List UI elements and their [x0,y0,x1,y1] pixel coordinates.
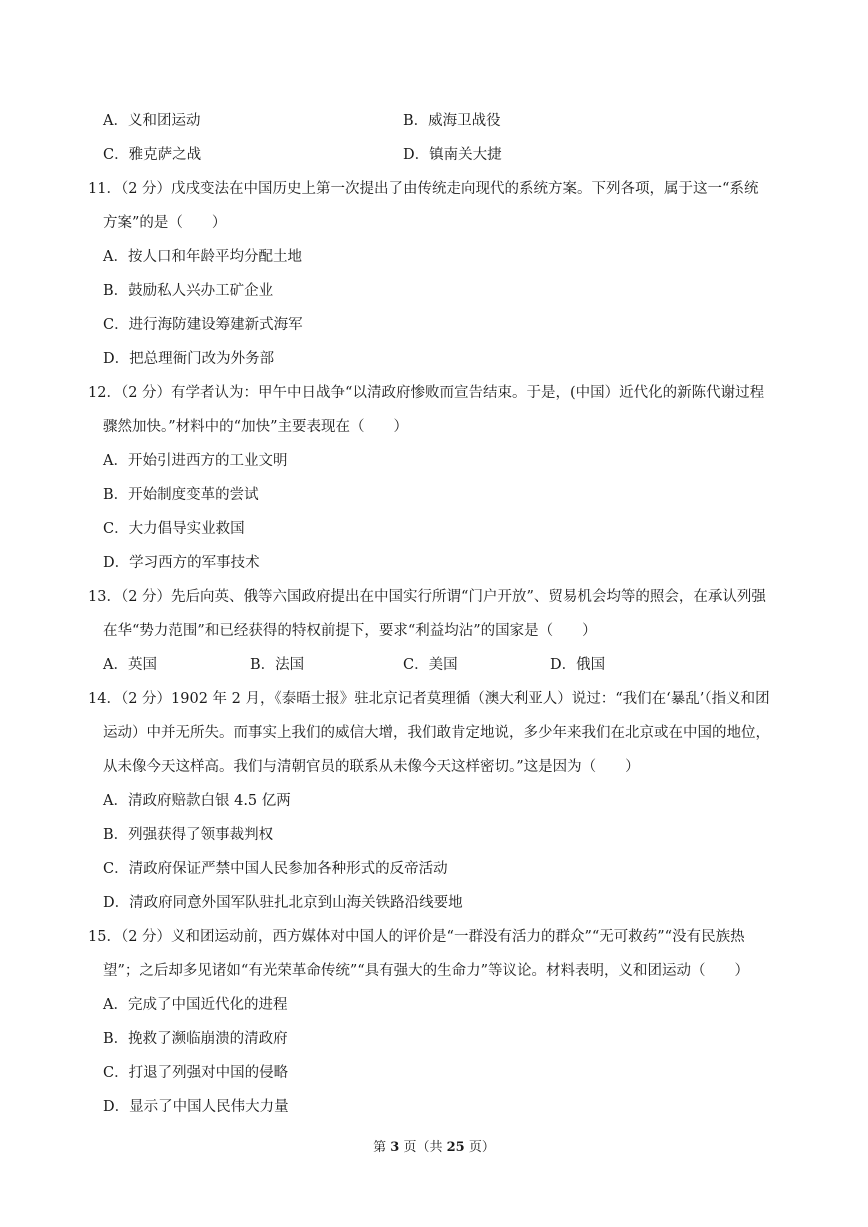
footer-page-number: 3 [390,1140,400,1155]
q11-option-b: B．鼓励私人兴办工矿企业 [103,283,274,299]
q13-option-c: C．美国 [403,657,458,673]
q15-option-b: B．挽救了濒临崩溃的清政府 [103,1031,288,1047]
q14-option-a: A．清政府赔款白银 4.5 亿两 [103,793,291,809]
q13-option-d: D．俄国 [550,657,606,673]
q14-stem-line3: 从未像今天这样高。我们与清朝官员的联系从未像今天这样密切。”这是因为（ ） [103,759,640,775]
q12-stem-line2: 骤然加快。”材料中的“加快”主要表现在（ ） [103,419,408,435]
q10-option-a: A．义和团运动 [103,113,201,129]
q10-option-b: B．威海卫战役 [403,113,501,129]
q12-option-d: D．学习西方的军事技术 [103,555,260,571]
q13-stem-line1: 13．（2 分）先后向英、俄等六国政府提出在中国实行所谓“门户开放”、贸易机会均等的照会，在承认列强 [88,589,766,605]
q11-stem-line2: 方案”的是（ ） [103,215,227,231]
q13-stem-line2: 在华“势力范围”和已经获得的特权前提下，要求“利益均沾”的国家是（ ） [103,623,597,639]
q15-option-c: C．打退了列强对中国的侵略 [103,1065,289,1081]
q13-option-a: A．英国 [103,657,157,673]
q12-stem-line1: 12．（2 分）有学者认为：甲午中日战争“以清政府惨败而宣告结束。于是，(中国）近代化的新陈代谢过程 [88,385,765,401]
footer-total-pages: 25 [446,1140,465,1155]
q14-stem-line1: 14．（2 分）1902 年 2 月，《泰晤士报》驻北京记者莫理循（澳大利亚人）说过：“我们在‘暴乱’（指义和团 [88,691,770,707]
q12-option-b: B．开始制度变革的尝试 [103,487,259,503]
q14-option-c: C．清政府保证严禁中国人民参加各种形式的反帝活动 [103,861,448,877]
q12-option-c: C．大力倡导实业救国 [103,521,245,537]
q14-stem-line2: 运动）中并无所失。而事实上我们的威信大增，我们敢肯定地说，多少年来我们在北京或在中国的地位， [103,725,770,741]
footer-prefix: 第 [373,1140,391,1155]
q15-option-d: D．显示了中国人民伟大力量 [103,1099,289,1115]
q14-option-b: B．列强获得了领事裁判权 [103,827,274,843]
q13-option-b: B．法国 [250,657,305,673]
q15-stem-line2: 望”；之后却多见诸如“有光荣革命传统”“具有强大的生命力”等议论。材料表明，义和团运动（ ） [103,963,750,979]
q11-stem-line1: 11．（2 分）戊戌变法在中国历史上第一次提出了由传统走向现代的系统方案。下列各项，属于这一“系统 [88,181,759,197]
footer-middle: 页（共 [399,1140,447,1155]
q15-stem-line1: 15．（2 分）义和团运动前，西方媒体对中国人的评价是“一群没有活力的群众”“无可救药”“没有民族热 [88,929,745,945]
q12-option-a: A．开始引进西方的工业文明 [103,453,288,469]
footer-suffix: 页） [464,1140,495,1155]
q14-option-d: D．清政府同意外国军队驻扎北京到山海关铁路沿线要地 [103,895,463,911]
q11-option-a: A．按人口和年龄平均分配土地 [103,249,302,265]
page-footer [0,1139,868,1157]
q10-option-c: C．雅克萨之战 [103,147,202,163]
q15-option-a: A．完成了中国近代化的进程 [103,997,288,1013]
q11-option-c: C．进行海防建设筹建新式海军 [103,317,303,333]
q11-option-d: D．把总理衙门改为外务部 [103,351,275,367]
q10-option-d: D．镇南关大捷 [403,147,502,163]
